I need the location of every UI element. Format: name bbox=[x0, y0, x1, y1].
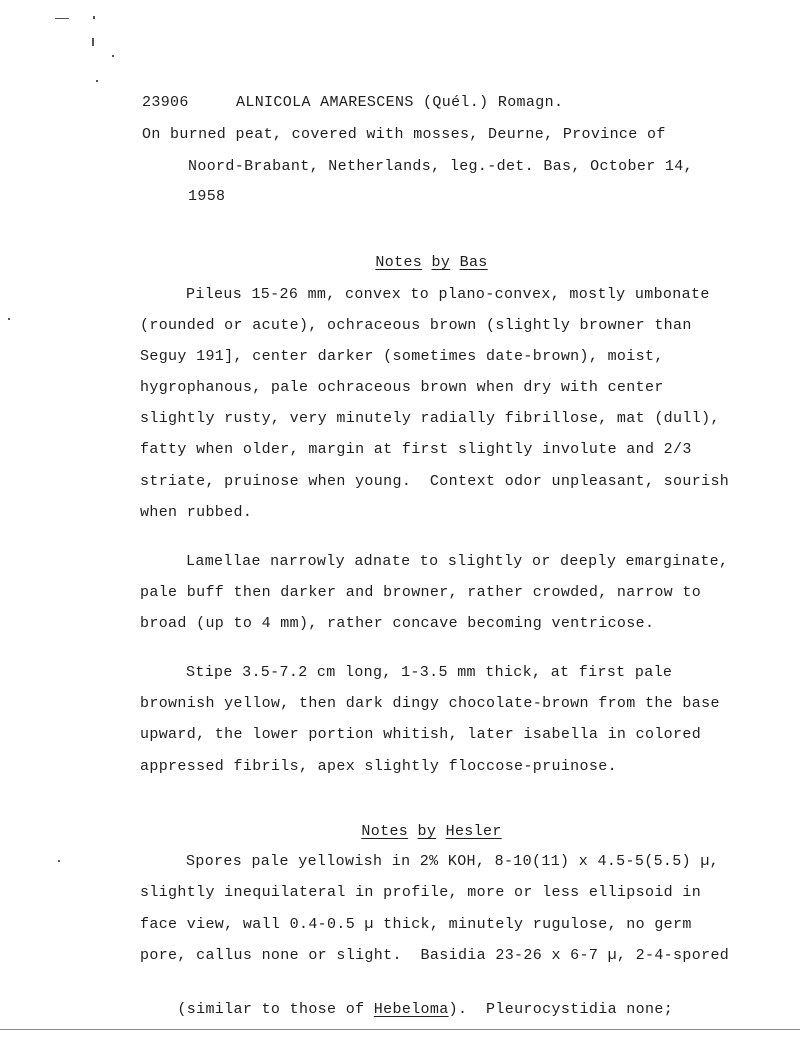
spores-last-line bbox=[140, 983, 673, 1037]
stipe-line: appressed fibrils, apex slightly floccose-pruinose. bbox=[140, 758, 617, 775]
lamellae-line: broad (up to 4 mm), rather concave becoming ventricose. bbox=[140, 615, 655, 632]
genus-name: Hebeloma bbox=[373, 1001, 449, 1018]
pileus-line: Seguy 191], center darker (sometimes date-brown), moist, bbox=[140, 348, 664, 365]
spores-line: pore, callus none or slight. Basidia 23-26 x 6-7 µ, 2-4-spored bbox=[140, 947, 730, 964]
heading-word: Notes bbox=[361, 823, 409, 840]
heading-word: Hesler bbox=[445, 823, 502, 840]
pileus-line: when rubbed. bbox=[140, 504, 253, 521]
scan-mark bbox=[96, 80, 98, 82]
spores-line: face view, wall 0.4-0.5 µ thick, minutely rugulose, no germ bbox=[140, 916, 692, 933]
stipe-line: brownish yellow, then dark dingy chocolate-brown from the base bbox=[140, 695, 720, 712]
section-heading-hesler bbox=[324, 805, 502, 859]
heading-word: by bbox=[431, 254, 451, 271]
heading-word: Notes bbox=[375, 254, 423, 271]
pileus-line: (rounded or acute), ochraceous brown (slightly browner than bbox=[140, 317, 692, 334]
pileus-line: slightly rusty, very minutely radially fibrillose, mat (dull), bbox=[140, 410, 720, 427]
specimen-number: 23906 bbox=[142, 94, 189, 111]
scan-mark bbox=[55, 18, 69, 19]
scan-mark bbox=[58, 860, 60, 862]
collection-line: Noord-Brabant, Netherlands, leg.-det. Bas, October 14, bbox=[188, 158, 693, 175]
spores-text: (similar to those of bbox=[177, 1001, 374, 1018]
collection-line: 1958 bbox=[188, 188, 226, 205]
pileus-line: fatty when older, margin at first slightly involute and 2/3 bbox=[140, 441, 692, 458]
heading-word: Bas bbox=[459, 254, 488, 271]
scan-mark bbox=[93, 16, 95, 19]
pileus-line: striate, pruinose when young. Context odor unpleasant, sourish bbox=[140, 473, 730, 490]
stipe-line: Stipe 3.5-7.2 cm long, 1-3.5 mm thick, at first pale bbox=[186, 664, 673, 681]
spores-line: Spores pale yellowish in 2% KOH, 8-10(11) x 4.5-5(5.5) µ, bbox=[186, 853, 720, 870]
scan-mark bbox=[112, 55, 114, 57]
spores-line: slightly inequilateral in profile, more or less ellipsoid in bbox=[140, 884, 702, 901]
stipe-line: upward, the lower portion whitish, later isabella in colored bbox=[140, 726, 702, 743]
collection-line: On burned peat, covered with mosses, Deurne, Province of bbox=[142, 126, 666, 143]
species-name: ALNICOLA AMARESCENS (Quél.) Romagn. bbox=[236, 94, 564, 111]
heading-word: by bbox=[417, 823, 437, 840]
pileus-line: Pileus 15-26 mm, convex to plano-convex, mostly umbonate bbox=[186, 286, 710, 303]
scan-mark bbox=[92, 38, 94, 46]
lamellae-line: pale buff then darker and browner, rather crowded, narrow to bbox=[140, 584, 702, 601]
scan-mark bbox=[8, 318, 10, 320]
section-heading-bas bbox=[338, 236, 488, 290]
spores-text: ). Pleurocystidia none; bbox=[448, 1001, 674, 1018]
pileus-line: hygrophanous, pale ochraceous brown when dry with center bbox=[140, 379, 664, 396]
lamellae-line: Lamellae narrowly adnate to slightly or deeply emarginate, bbox=[186, 553, 729, 570]
